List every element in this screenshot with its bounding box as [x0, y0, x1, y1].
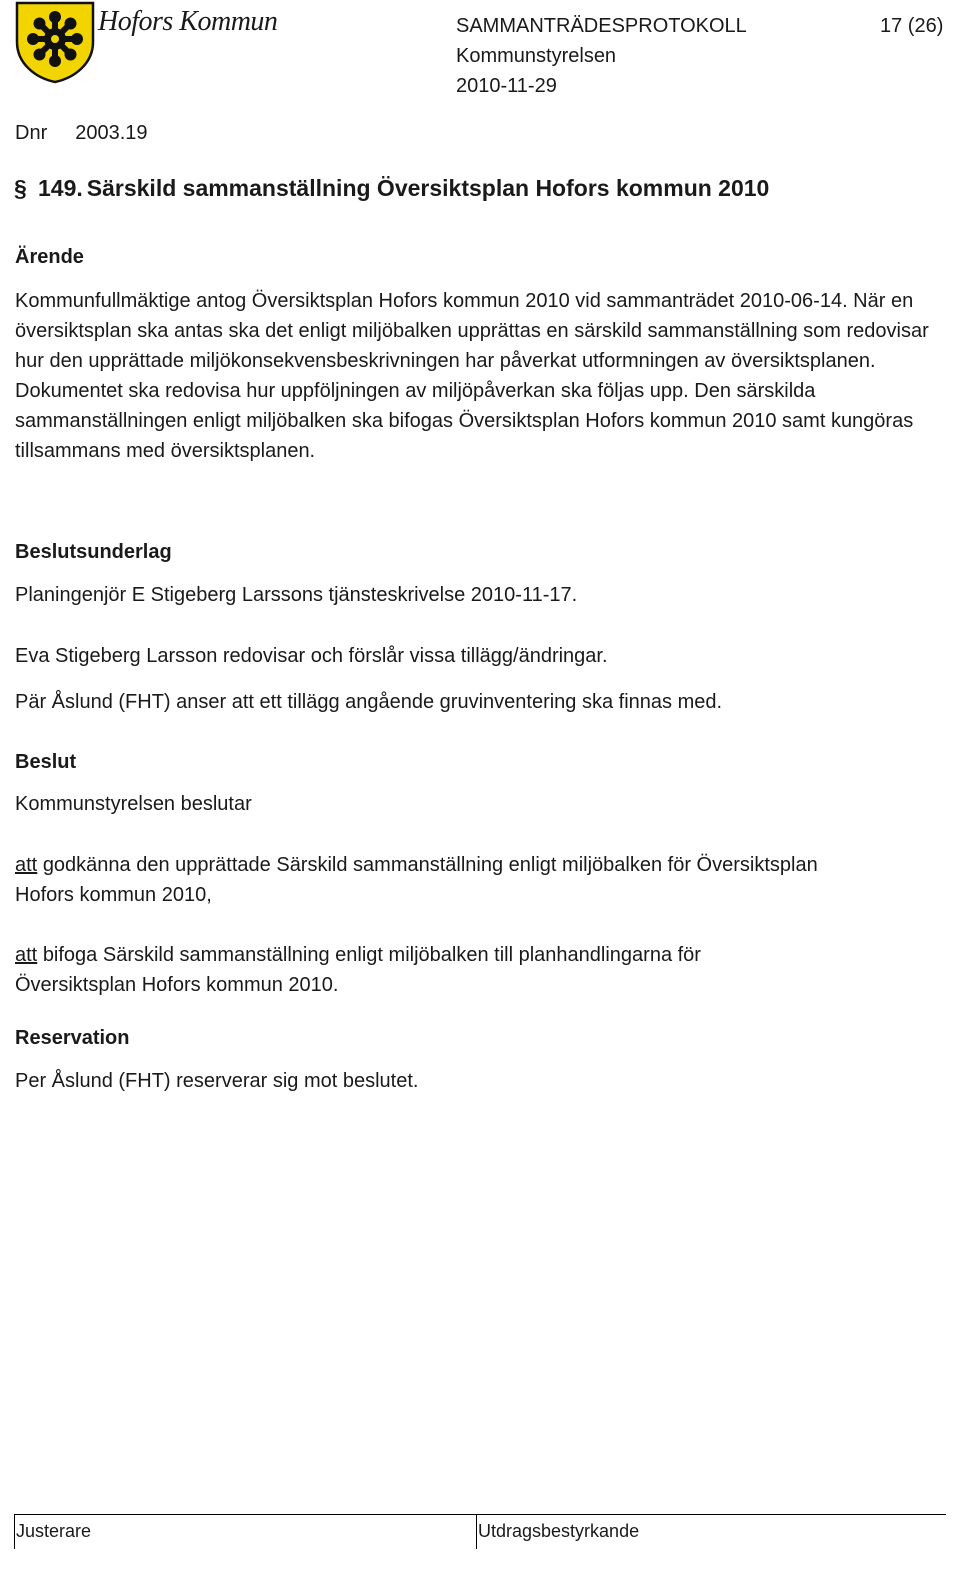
beslut-item-1-text-cont: Hofors kommun 2010,: [15, 884, 212, 906]
arende-text: Kommunfullmäktige antog Översiktsplan Hofors kommun 2010 vid sammanträdet 2010-06-14. När en översiktsplan ska antas ska det enligt miljöbalken upprättas en särskild sammanställning som redovisar hur den upprättade miljökonsekvensbeskrivningen har påverkat utformningen av översiktsplanen. Dokumentet ska redovisa hur uppföljningen av miljöpåverkan ska följas upp. Den särskilda sammanställningen enligt miljöbalken ska bifogas Översiktsplan Hofors kommun 2010 samt kungöras tillsammans med översiktsplanen.: [15, 290, 929, 462]
beslutsunderlag-line-3: Pär Åslund (FHT) anser att ett tillägg angående gruvinventering ska finnas med.: [15, 691, 723, 713]
section-symbol: §: [14, 175, 27, 201]
diary-number-value: 2003.19: [75, 122, 148, 144]
beslut-item-1: [15, 850, 818, 910]
municipality-coat-of-arms: [14, 0, 96, 84]
paragraph-title: [14, 175, 769, 202]
meeting-date: 2010-11-29: [456, 75, 557, 97]
heading-beslut: Beslut: [15, 751, 77, 773]
board-name: Kommunstyrelsen: [456, 45, 617, 67]
att-word: att: [15, 944, 38, 966]
att-word: att: [15, 854, 38, 876]
footer-box-edge: [476, 1515, 477, 1549]
footer-utdragsbestyrkande: Utdragsbestyrkande: [478, 1521, 640, 1541]
beslut-item-2: [15, 940, 701, 1000]
beslut-intro: Kommunstyrelsen beslutar: [15, 793, 252, 815]
footer-box-edge: [14, 1515, 15, 1549]
heading-arende: Ärende: [15, 246, 84, 268]
beslutsunderlag-line-2: Eva Stigeberg Larsson redovisar och förslår vissa tillägg/ändringar.: [15, 645, 608, 667]
paragraph-number: 149.: [38, 175, 83, 201]
heading-beslutsunderlag: Beslutsunderlag: [15, 541, 172, 563]
page-number: 17 (26): [880, 15, 944, 37]
diary-number: [15, 122, 148, 145]
paragraph-title-text: Särskild sammanställning Översiktsplan Hofors kommun 2010: [86, 175, 770, 201]
beslutsunderlag-line-1: Planingenjör E Stigeberg Larssons tjänsteskrivelse 2010-11-17.: [15, 584, 578, 606]
reservation-text: Per Åslund (FHT) reserverar sig mot beslutet.: [15, 1070, 419, 1092]
beslut-item-2-text-cont: Översiktsplan Hofors kommun 2010.: [15, 974, 339, 996]
footer-divider: [14, 1514, 946, 1515]
beslut-item-2-text: bifoga Särskild sammanställning enligt miljöbalken till planhandlingarna för: [42, 944, 701, 966]
document-type: SAMMANTRÄDESPROTOKOLL: [456, 15, 747, 37]
heading-reservation: Reservation: [15, 1027, 130, 1049]
municipality-name: Hofors Kommun: [98, 6, 278, 37]
beslut-item-1-text: godkänna den upprättade Särskild sammanställning enligt miljöbalken för Översiktsplan: [42, 854, 818, 876]
diary-number-label: Dnr: [15, 122, 48, 144]
footer-justerare: Justerare: [16, 1521, 92, 1541]
